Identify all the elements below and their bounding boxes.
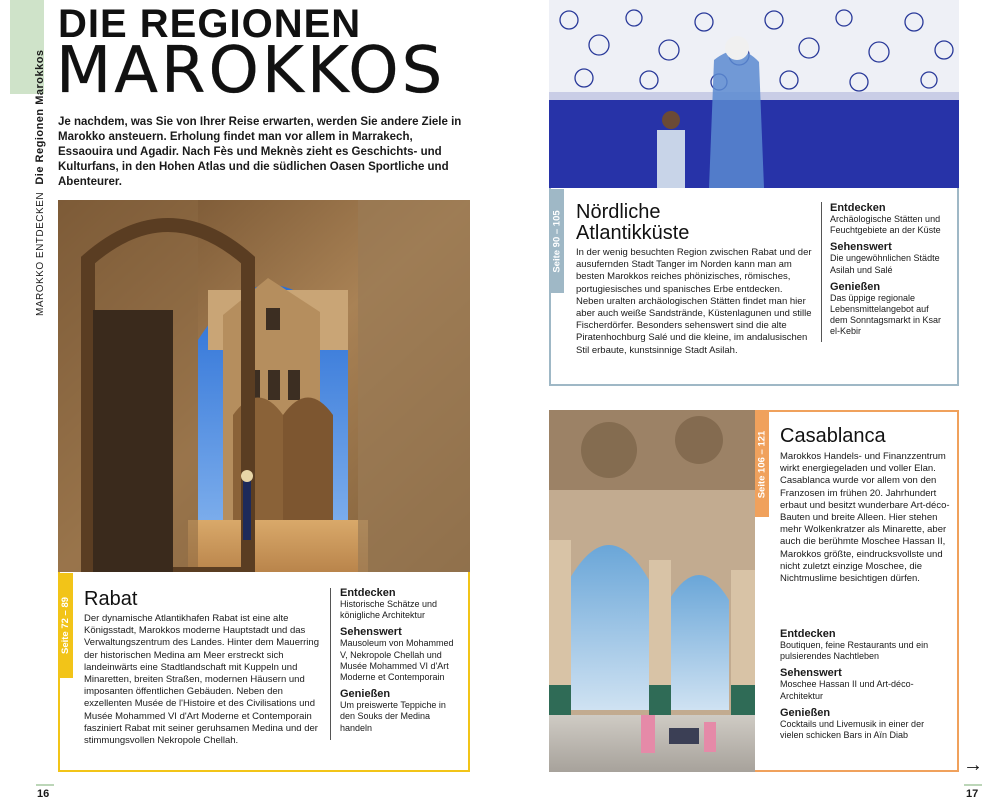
casa-entdecken: Boutiquen, feine Restaurants und ein pulsierendes Nachtleben (780, 640, 929, 662)
casa-page-ref (755, 411, 769, 517)
nord-page-ref-label: Seite 90 – 105 (551, 209, 563, 273)
casa-geniessen-heading: Genießen (780, 706, 831, 719)
page-title-line2: MAROKKOS (56, 34, 446, 108)
nord-title (576, 202, 689, 244)
rabat-facts (340, 587, 460, 734)
page-number-bar-left (36, 784, 54, 786)
rabat-sehenswert: Mausoleum von Mohammed V, Nekropole Chellah und Musée Mohammed VI d'Art Moderne et Contemporain (340, 638, 454, 683)
nord-page-ref (550, 189, 564, 293)
page-number-left: 16 (37, 788, 50, 800)
nord-divider (821, 202, 822, 342)
rabat-entdecken-heading: Entdecken (340, 587, 396, 599)
casa-sehenswert-heading: Sehenswert (780, 667, 842, 680)
casa-page-ref-label: Seite 106 – 121 (756, 430, 768, 498)
nord-sehenswert: Die ungewöhnlichen Städte Asilah und Salé (830, 253, 940, 275)
rabat-geniessen-heading: Genießen (340, 688, 391, 701)
rabat-text: Der dynamische Atlantikhafen Rabat ist eine alte Königsstadt, Marokkos moderne Hauptstadt und das Verwaltungszentrum des Landes. Hinter dem Mauerring der historischen Medina am Meer erstreckt sich landeinwärts eine Stadtlandschaft mit Kuppeln und Minaretten, breiten Straßen, modernen Häusern und imposanten öffentlichen Gebäuden. Neben den exzellenten Musée de l'Histoire et des Civilisations und Musée Mohammed VI d'Art Moderne et Contemporain fasziniert Rabat mit seiner geruhsamen Medina und der stimmungsvollen Nekropole Chellah. (84, 613, 319, 747)
running-head-section: MAROKKO ENTDECKEN (35, 191, 46, 316)
casa-entdecken-heading: Entdecken (780, 628, 836, 640)
rabat-photo (58, 200, 470, 574)
nord-geniessen: Das üppige regionale Lebensmittelangebot auf dem Sonntagsmarkt in Ksar el-Kebir (830, 292, 942, 337)
running-head (34, 49, 46, 316)
rabat-geniessen: Um preiswerte Teppiche in den Souks der Medina handeln (340, 700, 446, 733)
nord-entdecken-heading: Entdecken (830, 202, 886, 214)
rabat-page-ref-label: Seite 72 – 89 (60, 596, 72, 655)
nord-geniessen-heading: Genießen (830, 280, 881, 293)
rabat-page-ref (59, 573, 73, 678)
nord-title-line2: Atlantikküste (576, 222, 690, 244)
nord-facts (830, 202, 948, 338)
page-number-bar-right (964, 784, 982, 786)
arrow-right-icon[interactable]: → (963, 754, 983, 776)
rabat-title: Rabat (84, 588, 138, 610)
rabat-sehenswert-heading: Sehenswert (340, 626, 402, 639)
casa-geniessen: Cocktails und Livemusik in einer der vielen schicken Bars in Aïn Diab (780, 718, 925, 741)
nord-sehenswert-heading: Sehenswert (830, 241, 892, 254)
intro-text: Je nachdem, was Sie von Ihrer Reise erwarten, werden Sie andere Ziele in Marokko ansteuern. Erholung findet man vor allem in Marrakech, Essaouira und Agadir. Nach Fès und Meknès zieht es Geschichts- und Kulturfans, in den Hohen Atlas und die südlichen Oasen Sportliche und Abenteurer. (58, 116, 462, 188)
nord-entdecken: Archäologische Stätten und Feuchtgebiete an der Küste (830, 214, 941, 236)
nord-title-line1: Nördliche (576, 201, 661, 223)
casa-sehenswert: Moschee Hassan II und Art-déco-Architektur (780, 679, 914, 701)
rabat-entdecken: Historische Schätze und königliche Architektur (340, 599, 438, 621)
page-number-right: 17 (966, 788, 979, 800)
casa-title: Casablanca (780, 425, 886, 447)
rabat-divider (330, 588, 331, 740)
graffiti-wall-photo (549, 0, 959, 188)
casa-text: Marokkos Handels- und Finanzzentrum wirkt energiegeladen und voller Elan. Casablanca wurde vor allem von den Franzosen im frühen 20. Jahrhundert erbaut und besitzt wunderbare Art-déco-Bauten und breite Alleen. Hier stehen mehr Wolkenkratzer als Minarette, aber auch die berühmte Moschee Hassan II, Marokkos größte, eindrucksvollste und nicht zuletzt einzige Moschee, die Nichtmuslime besichtigen dürfen. (780, 451, 950, 585)
casablanca-photo (549, 410, 755, 772)
nord-text: In der wenig besuchten Region zwischen Rabat und der ausufernden Stadt Tanger im Norden kann man am besten Marokkos reiches phönizisches, römisches, portugiesisches und spanisches Erbe entdecken. Neben uralten archäologischen Stätten findet man hier aber auch weiße Sandstrände, Küstenlagunen und stille Fischerdörfer. Besonders sehenswert sind die alte Piratenhochburg Salé und die kleine, im andalusischen Stil erbaute, kunstsinnige Stadt Asilah. (576, 247, 812, 356)
running-head-title: Die Regionen Marokkos (34, 49, 46, 185)
page-title-line1: DIE REGIONEN (58, 2, 362, 46)
casa-facts (780, 628, 948, 741)
